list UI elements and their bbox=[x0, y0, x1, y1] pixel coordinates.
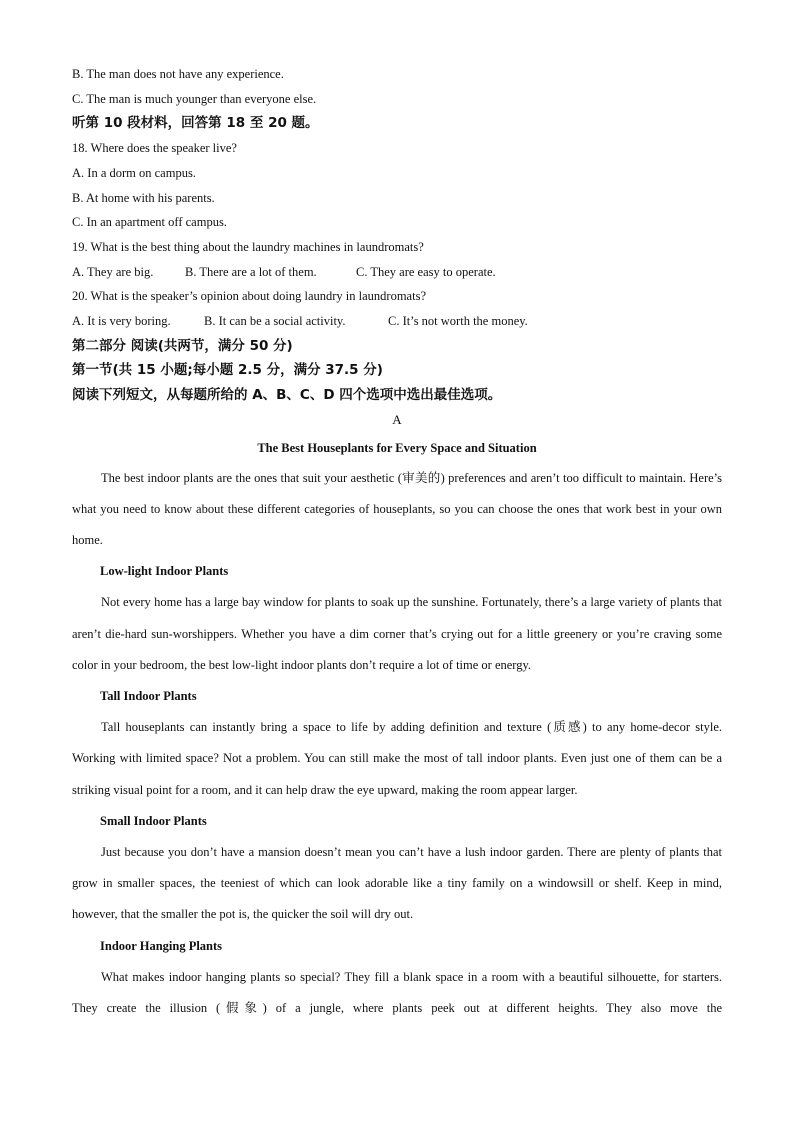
q20-options bbox=[72, 309, 722, 334]
passage-letter: A bbox=[392, 411, 402, 427]
section-heading-small: Small Indoor Plants bbox=[100, 813, 207, 828]
q20-option-c: C. It’s not worth the money. bbox=[388, 314, 528, 329]
q18-option-b: B. At home with his parents. bbox=[72, 190, 215, 205]
section-heading-low-light: Low-light Indoor Plants bbox=[100, 564, 229, 579]
passage-title: The Best Houseplants for Every Space and Situation bbox=[257, 440, 537, 455]
q17-option-b: B. The man does not have any experience. bbox=[72, 67, 284, 81]
q19-option-b: B. There are a lot of them. bbox=[185, 264, 317, 279]
q19-question: 19. What is the best thing about the laundry machines in laundromats? bbox=[72, 239, 424, 254]
section-text-small: Just because you don’t have a mansion doesn’t mean you can’t have a lush indoor garden. There are plenty of plants that grow in smaller spaces, the teeniest of which can look adorable like a tiny family on a windowsill or shelf. Keep in mind, however, that the smaller the pot is, the quicker the soil will dry out. bbox=[72, 844, 722, 922]
q17-option-c: C. The man is much younger than everyone else. bbox=[72, 91, 317, 106]
q18-option-c: C. In an apartment off campus. bbox=[72, 215, 227, 230]
q20-option-a: A. It is very boring. bbox=[72, 314, 171, 329]
q19-option-a: A. They are big. bbox=[72, 264, 154, 279]
q20-question: 20. What is the speaker’s opinion about doing laundry in laundromats? bbox=[72, 289, 426, 304]
intro-paragraph: The best indoor plants are the ones that suit your aesthetic (审美的) preferences and aren’t too difficult to maintain. Here’s what you need to know about these different categories of houseplants, so you can choose the ones that work best in your own home. bbox=[72, 470, 722, 547]
q19-option-c: C. They are easy to operate. bbox=[356, 264, 496, 279]
section-text-hanging: What makes indoor hanging plants so special? They fill a blank space in a room with a beautiful silhouette, for starters. They create the illusion (假象) of a jungle, where plants peek out at different heights. They also move the bbox=[72, 969, 722, 1015]
q19-options bbox=[72, 260, 722, 285]
q20-option-b: B. It can be a social activity. bbox=[204, 314, 346, 329]
reading-section-heading: 第一节(共 15 小题;每小题 2.5 分，满分 37.5 分) bbox=[72, 362, 383, 379]
section-heading-hanging: Indoor Hanging Plants bbox=[100, 938, 223, 953]
q18-question: 18. Where does the speaker live? bbox=[72, 141, 237, 156]
document-page bbox=[72, 62, 722, 1024]
section-text-tall: Tall houseplants can instantly bring a space to life by adding definition and texture (质感) to any home-decor style. Working with limited space? Not a problem. You can still make the most of tall indoor plants. Even just one of them can be a striking visual point for a room, and it can help draw the eye upward, making the room appear larger. bbox=[72, 720, 722, 797]
reading-part-heading: 第二部分 阅读(共两节，满分 50 分) bbox=[72, 337, 293, 354]
section-heading-tall: Tall Indoor Plants bbox=[100, 688, 197, 703]
section10-instruction: 听第 10 段材料，回答第 18 至 20 题。 bbox=[72, 115, 319, 132]
section-text-low-light: Not every home has a large bay window for plants to soak up the sunshine. Fortunately, there’s a large variety of plants that aren’t die-hard sun-worshippers. Whether you have a dim corner that’s crying out for a little greenery or you’re craving some color in your bedroom, the best low-light indoor plants don’t require a lot of time or energy. bbox=[72, 595, 722, 672]
q18-option-a: A. In a dorm on campus. bbox=[72, 165, 196, 180]
reading-instruction: 阅读下列短文，从每题所给的 A、B、C、D 四个选项中选出最佳选项。 bbox=[72, 387, 502, 404]
